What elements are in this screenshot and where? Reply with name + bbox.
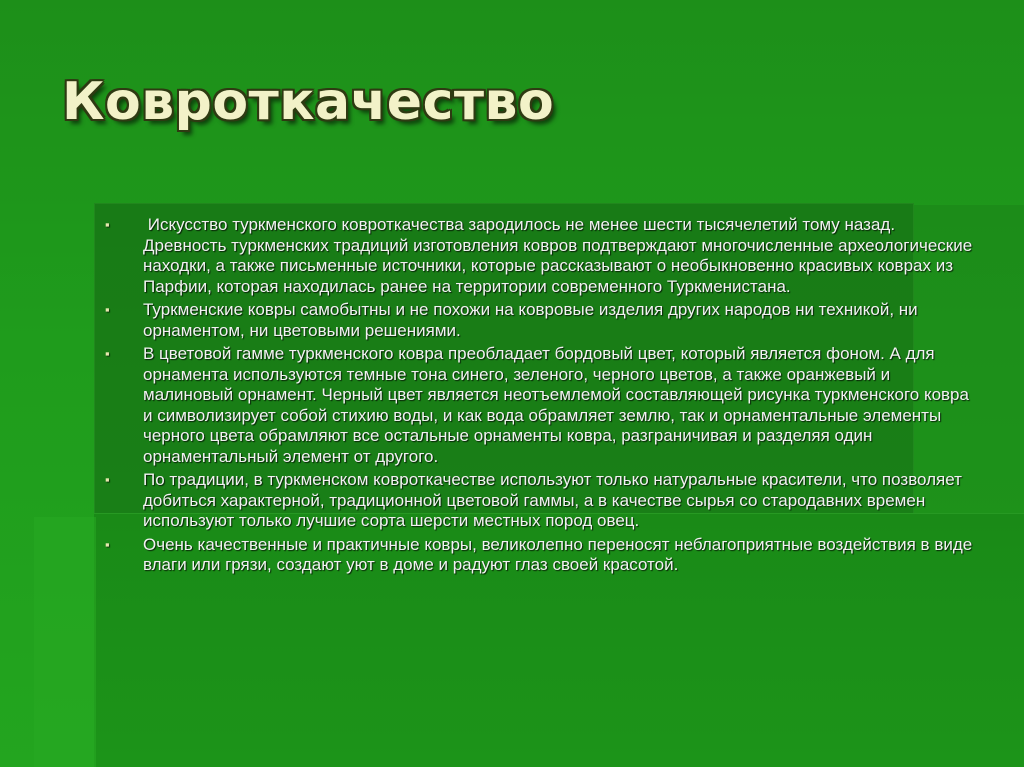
bullet-text: По традиции, в туркменском ковроткачестве используют только натуральные красители, что позволяет добиться характерной, традиционной цветовой гаммы, а в качестве сырья со стародавних времен используют только лучшие сорта шерсти местных пород овец. [143, 470, 962, 530]
background-panel-bottom-left [34, 517, 96, 767]
bullet-icon: ▪ [105, 536, 110, 552]
bullet-item-3 [100, 344, 980, 467]
bullet-text: Очень качественные и практичные ковры, великолепно переносят неблагоприятные воздействия в виде влаги или грязи, создают уют в доме и радуют глаз своей красотой. [143, 534, 973, 574]
bullet-list [100, 215, 980, 579]
bullet-icon: ▪ [105, 302, 110, 317]
bullet-text: Искусство туркменского ковроткачества зародилось не менее шести тысячелетий тому назад. Древность туркменских традиций изготовления ковров подтверждают многочисленные археологические находки, а также письменные источники, которые рассказывают о необыкновенно красивых коврах из Парфии, которая находилась ранее на территории современного Туркменистана. [143, 215, 977, 296]
bullet-item-2 [100, 300, 980, 341]
bullet-icon: ▪ [105, 346, 110, 361]
bullet-text: В цветовой гамме туркменского ковра преобладает бордовый цвет, который является фоном. А для орнамента используются темные тона синего, зеленого, черного цветов, а также оранжевый и малиновый орнамент. Черный цвет является неотъемлемой составляющей рисунка туркменского ковра и символизирует собой стихию воды, и как вода обрамляет землю, так и орнаментальные элементы черного цвета обрамляют все остальные орнаменты ковра, разграничивая и разделяя один орнаментальный элемент от другого. [143, 344, 969, 466]
bullet-item-5 [100, 535, 980, 576]
bullet-icon: ▪ [105, 217, 110, 232]
bullet-item-1 [100, 215, 980, 297]
bullet-text: Туркменские ковры самобытны и не похожи на ковровые изделия других народов ни техникой, ни орнаментом, ни цветовыми решениями. [143, 300, 918, 340]
bullet-item-4 [100, 470, 980, 532]
slide-title: Ковроткачество [62, 72, 555, 132]
bullet-icon: ▪ [105, 472, 110, 487]
